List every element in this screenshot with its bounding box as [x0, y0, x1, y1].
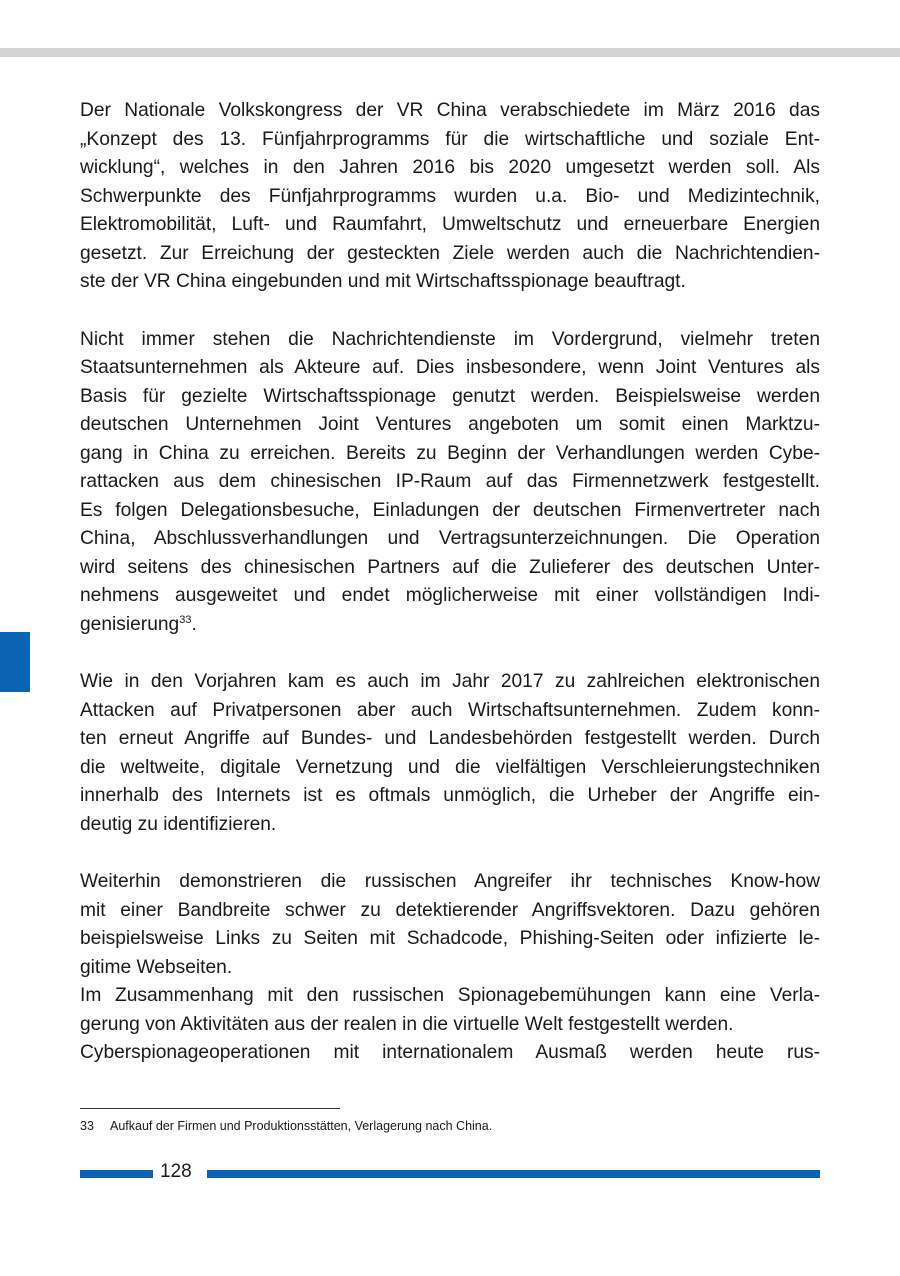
text-line: wird seitens des chinesischen Partners auf die Zulieferer des deutschen Unter-: [80, 556, 820, 578]
text-line: Staatsunternehmen als Akteure auf. Dies insbesondere, wenn Joint Ventures als: [80, 357, 820, 378]
text-line: Cyberspionageoperationen mit internationalem Ausmaß werden heute rus-: [80, 1042, 820, 1063]
text-line: Attacken auf Privatpersonen aber auch Wirtschaftsunternehmen. Zudem konn-: [80, 699, 820, 721]
text-line: „Konzept des 13. Fünfjahrprogramms für die wirtschaftliche und soziale Ent-: [80, 128, 820, 150]
footer-bar-left: [80, 1170, 153, 1178]
text-line: [80, 611, 820, 640]
paragraph-2: [80, 326, 820, 640]
text-line: ste der VR China eingebunden und mit Wirtschaftsspionage beauftragt.: [80, 271, 686, 292]
text-line: Der Nationale Volkskongress der VR China verabschiedete im März 2016 das: [80, 100, 820, 121]
paragraph-1: [80, 97, 820, 297]
footnote: [80, 1117, 492, 1135]
text-line: deutig zu identifizieren.: [80, 813, 277, 835]
body-text: [80, 97, 820, 1068]
text-line: Nicht immer stehen die Nachrichtendienste im Vordergrund, vielmehr treten: [80, 328, 820, 350]
text-line: gerung von Aktivitäten aus der realen in die virtuelle Welt festgestellt werden.: [80, 1013, 734, 1035]
top-header-bar: [0, 48, 900, 57]
text-line: deutschen Unternehmen Joint Ventures angeboten um somit einen Marktzu-: [80, 414, 820, 435]
text-line: die weltweite, digitale Vernetzung und die vielfältigen Verschleierungstechniken: [80, 756, 820, 778]
text-line: Basis für gezielte Wirtschaftsspionage genutzt werden. Beispielsweise werden: [80, 385, 820, 407]
text-line: Wie in den Vorjahren kam es auch im Jahr 2017 zu zahlreichen elektronischen: [80, 671, 820, 692]
text-line: ten erneut Angriffe auf Bundes- und Landesbehörden festgestellt werden. Durch: [80, 728, 820, 749]
text-line: Schwerpunkte des Fünfjahrprogramms wurden u.a. Bio- und Medizintechnik,: [80, 185, 820, 207]
chapter-side-tab: [0, 632, 30, 692]
text-fragment: genisierung: [80, 613, 180, 635]
paragraph-4: [80, 868, 820, 982]
text-line: Elektromobilität, Luft- und Raumfahrt, Umweltschutz und erneuerbare Energien: [80, 214, 820, 235]
text-line: gitime Webseiten.: [80, 956, 233, 978]
text-line: nehmens ausgeweitet und endet möglicherweise mit einer vollständigen Indi-: [80, 585, 820, 606]
text-line: wicklung“, welches in den Jahren 2016 bis 2020 umgesetzt werden soll. Als: [80, 157, 820, 178]
text-line: rattacken aus dem chinesischen IP-Raum auf das Firmennetzwerk festgestellt.: [80, 471, 820, 492]
text-line: China, Abschlussverhandlungen und Vertragsunterzeichnungen. Die Operation: [80, 528, 820, 549]
text-line: Im Zusammenhang mit den russischen Spionagebemühungen kann eine Verla-: [80, 985, 820, 1006]
footnote-text: Aufkauf der Firmen und Produktionsstätten, Verlagerung nach China.: [110, 1119, 493, 1133]
text-line: gang in China zu erreichen. Bereits zu Beginn der Verhandlungen werden Cybe-: [80, 442, 820, 464]
footnote-number: 33: [80, 1119, 94, 1133]
text-fragment: .: [191, 613, 197, 635]
paragraph-6: [80, 1039, 820, 1068]
text-line: beispielsweise Links zu Seiten mit Schadcode, Phishing-Seiten oder infizierte le-: [80, 928, 820, 949]
text-line: mit einer Bandbreite schwer zu detektierender Angriffsvektoren. Dazu gehören: [80, 899, 820, 921]
text-line: Es folgen Delegationsbesuche, Einladungen der deutschen Firmenvertreter nach: [80, 499, 820, 521]
paragraph-3: [80, 668, 820, 839]
footer-bar-right: [207, 1170, 820, 1178]
text-line: gesetzt. Zur Erreichung der gesteckten Ziele werden auch die Nachrichtendien-: [80, 242, 820, 264]
page-number: 128: [160, 1161, 192, 1182]
text-line: Weiterhin demonstrieren die russischen Angreifer ihr technisches Know-how: [80, 871, 820, 892]
footnote-divider: [80, 1108, 340, 1109]
paragraph-5: [80, 982, 820, 1039]
footnote-reference[interactable]: 33: [179, 613, 192, 626]
text-line: innerhalb des Internets ist es oftmals unmöglich, die Urheber der Angriffe ein-: [80, 785, 820, 806]
